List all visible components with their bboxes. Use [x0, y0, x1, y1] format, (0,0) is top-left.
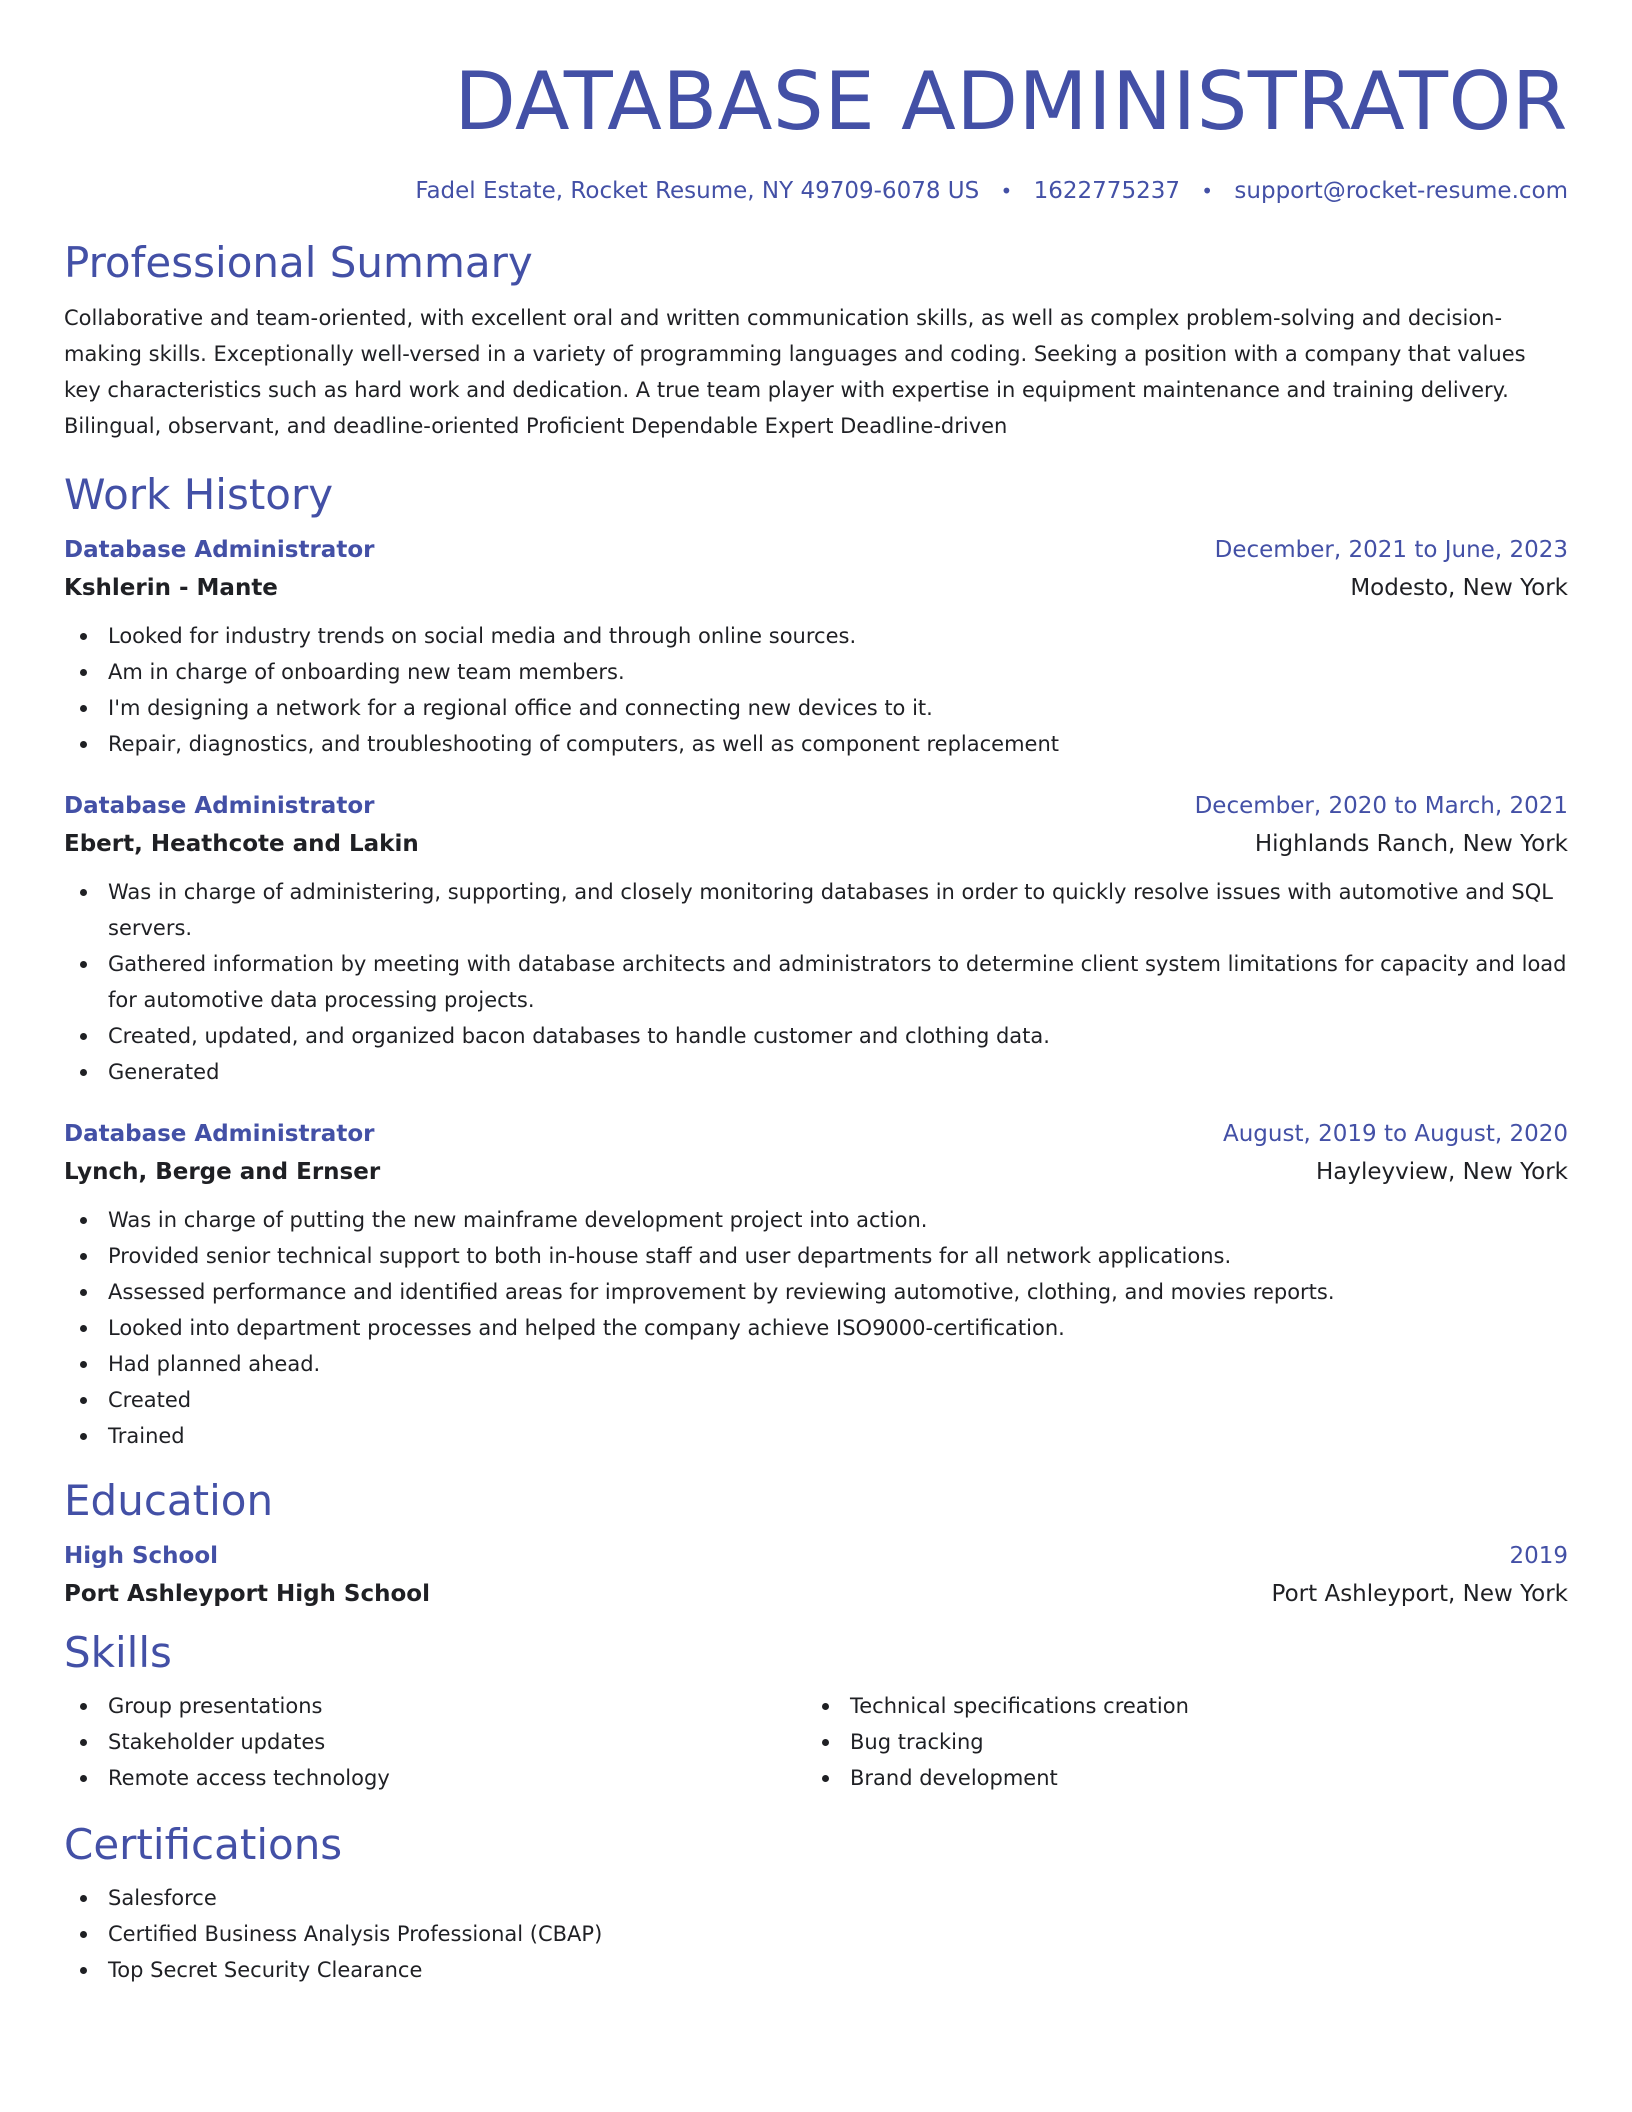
list-item: Gathered information by meeting with database architects and administrators to determine client system limitations for capacity and load for automotive data processing projects. — [108, 946, 1568, 1018]
list-item: Top Secret Security Clearance — [108, 1952, 1568, 1988]
certifications-list — [64, 1880, 1568, 1988]
list-item: Stakeholder updates — [108, 1724, 806, 1760]
summary-heading: Professional Summary — [64, 238, 533, 287]
education-degree: High School — [64, 1543, 219, 1569]
list-item: Assessed performance and identified areas for improvement by reviewing automotive, clothing, and movies reports. — [108, 1274, 1568, 1310]
job-bullets — [64, 1202, 1568, 1454]
list-item: Repair, diagnostics, and troubleshooting of computers, as well as component replacement — [108, 726, 1568, 762]
skills-column-left — [64, 1688, 806, 1796]
job-entry — [64, 532, 1568, 762]
skills-section — [64, 1626, 1568, 1796]
job-location: Hayleyview, New York — [1315, 1159, 1568, 1185]
skills-grid — [64, 1688, 1568, 1796]
contact-separator: • — [1000, 179, 1013, 203]
summary-text: Collaborative and team-oriented, with excellent oral and written communication skills, as well as complex problem-solving and decision-making skills. Exceptionally well-versed in a variety of programming languages and coding. Seeking a position with a company that values key characteristics such as hard work and dedication. A true team player with expertise in equipment maintenance and training delivery. Bilingual, observant, and deadline-oriented Proficient Dependable Expert Deadline-driven — [64, 306, 1526, 438]
job-entry — [64, 788, 1568, 1090]
education-school: Port Ashleyport High School — [64, 1581, 430, 1607]
list-item: Created — [108, 1382, 1568, 1418]
work-history-heading: Work History — [64, 470, 334, 519]
list-item: Group presentations — [108, 1688, 806, 1724]
skills-heading: Skills — [64, 1628, 172, 1677]
work-history-section — [64, 468, 1568, 1454]
list-item: Remote access technology — [108, 1760, 806, 1796]
list-item: Trained — [108, 1418, 1568, 1454]
candidate-title: DATABASE ADMINISTRATOR — [454, 55, 1568, 148]
contact-email[interactable]: support@rocket-resume.com — [1234, 178, 1568, 204]
education-heading: Education — [64, 1476, 274, 1525]
job-title: Database Administrator — [64, 537, 375, 563]
list-item: Provided senior technical support to both in-house staff and user departments for all network applications. — [108, 1238, 1568, 1274]
job-employer: Kshlerin - Mante — [64, 575, 278, 601]
job-title: Database Administrator — [64, 793, 375, 819]
list-item: Generated — [108, 1054, 1568, 1090]
list-item: Bug tracking — [850, 1724, 1548, 1760]
summary-section — [64, 236, 1568, 444]
certifications-heading: Certifications — [64, 1820, 343, 1869]
contact-address: Fadel Estate, Rocket Resume, NY 49709-6078 US — [415, 178, 980, 204]
list-item: Was in charge of putting the new mainframe development project into action. — [108, 1202, 1568, 1238]
list-item: Salesforce — [108, 1880, 1568, 1916]
job-dates: December, 2020 to March, 2021 — [1194, 793, 1568, 819]
job-bullets — [64, 618, 1568, 762]
education-location: Port Ashleyport, New York — [1271, 1581, 1568, 1607]
contact-separator: • — [1201, 179, 1214, 203]
contact-line — [64, 176, 1568, 206]
contact-phone: 1622775237 — [1033, 178, 1180, 204]
job-employer: Lynch, Berge and Ernser — [64, 1159, 381, 1185]
job-dates: August, 2019 to August, 2020 — [1223, 1121, 1568, 1147]
job-location: Highlands Ranch, New York — [1254, 831, 1568, 857]
list-item: I'm designing a network for a regional office and connecting new devices to it. — [108, 690, 1568, 726]
certifications-section — [64, 1818, 1568, 1988]
job-title: Database Administrator — [64, 1121, 375, 1147]
education-section — [64, 1474, 1568, 1614]
job-entry — [64, 1116, 1568, 1454]
list-item: Had planned ahead. — [108, 1346, 1568, 1382]
list-item: Created, updated, and organized bacon databases to handle customer and clothing data. — [108, 1018, 1568, 1054]
skills-column-right — [806, 1688, 1548, 1796]
job-dates: December, 2021 to June, 2023 — [1214, 537, 1568, 563]
education-entry — [64, 1538, 1568, 1614]
list-item: Certified Business Analysis Professional (CBAP) — [108, 1916, 1568, 1952]
skills-list — [806, 1688, 1548, 1796]
list-item: Technical specifications creation — [850, 1688, 1548, 1724]
skills-list — [64, 1688, 806, 1796]
list-item: Am in charge of onboarding new team members. — [108, 654, 1568, 690]
list-item: Looked into department processes and helped the company achieve ISO9000-certification. — [108, 1310, 1568, 1346]
job-location: Modesto, New York — [1350, 575, 1568, 601]
list-item: Was in charge of administering, supporting, and closely monitoring databases in order to quickly resolve issues with automotive and SQL servers. — [108, 874, 1568, 946]
list-item: Looked for industry trends on social media and through online sources. — [108, 618, 1568, 654]
job-employer: Ebert, Heathcote and Lakin — [64, 831, 419, 857]
list-item: Brand development — [850, 1760, 1548, 1796]
job-bullets — [64, 874, 1568, 1090]
education-year: 2019 — [1509, 1543, 1568, 1569]
